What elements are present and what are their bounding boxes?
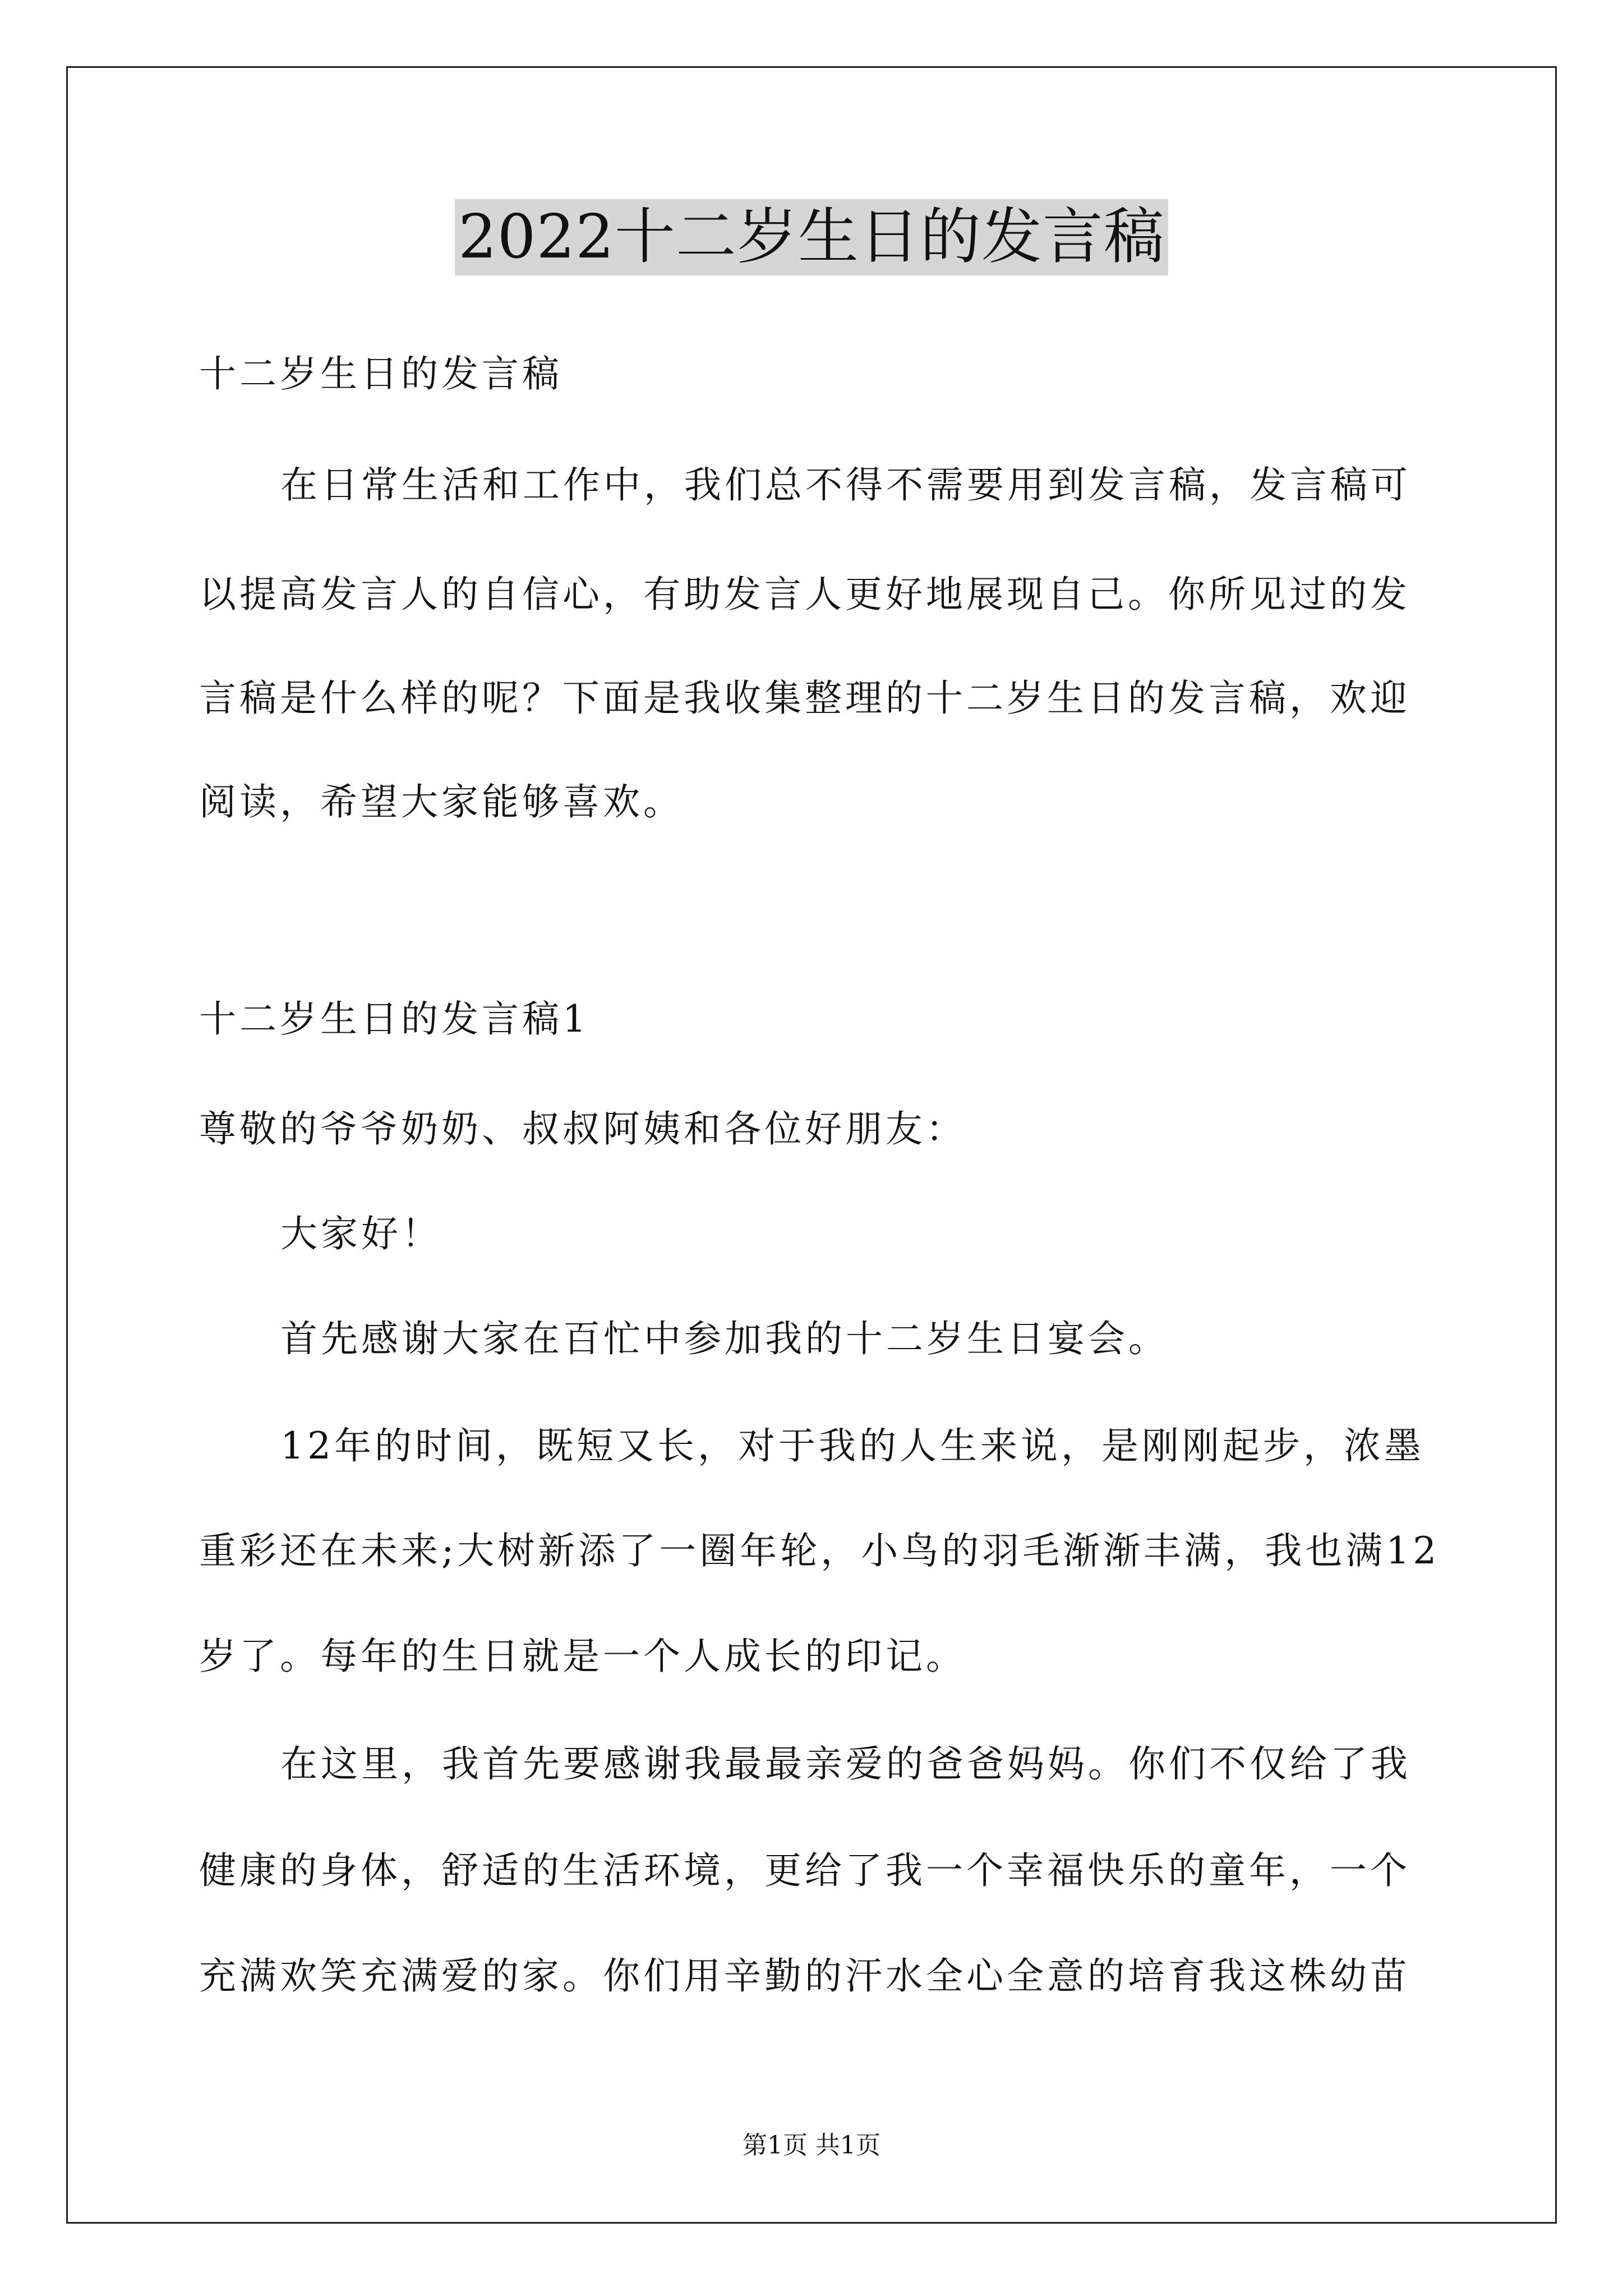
paragraph-line: 在这里，我首先要感谢我最最亲爱的爸爸妈妈。你们不仅给了我 xyxy=(280,1742,1411,1786)
paragraph-line: 充满欢笑充满爱的家。你们用辛勤的汗水全心全意的培育我这株幼苗 xyxy=(199,1954,1410,1998)
subtitle-line: 十二岁生日的发言稿 xyxy=(199,352,562,395)
document-title: 2022十二岁生日的发言稿 xyxy=(455,199,1168,275)
paragraph-line: 岁了。每年的生日就是一个人成长的印记。 xyxy=(199,1635,966,1678)
section-heading: 十二岁生日的发言稿1 xyxy=(199,997,589,1041)
paragraph-line: 阅读，希望大家能够喜欢。 xyxy=(199,780,684,823)
paragraph-line: 以提高发言人的自信心，有助发言人更好地展现自己。你所见过的发 xyxy=(199,573,1410,616)
page-footer: 第1页 共1页 xyxy=(743,2131,880,2160)
paragraph-line: 言稿是什么样的呢？下面是我收集整理的十二岁生日的发言稿，欢迎 xyxy=(199,677,1410,720)
paragraph-line: 首先感谢大家在百忙中参加我的十二岁生日宴会。 xyxy=(280,1317,1169,1360)
paragraph-line: 重彩还在未来;大树新添了一圈年轮，小鸟的羽毛渐渐丰满，我也满12 xyxy=(199,1529,1440,1572)
salutation-line: 尊敬的爷爷奶奶、叔叔阿姨和各位好朋友： xyxy=(199,1107,966,1151)
title-wrapper xyxy=(0,199,1623,275)
greeting-line: 大家好！ xyxy=(280,1212,442,1255)
paragraph-line: 健康的身体，舒适的生活环境，更给了我一个幸福快乐的童年，一个 xyxy=(199,1849,1410,1892)
paragraph-line: 12年的时间，既短又长，对于我的人生来说，是刚刚起步，浓墨 xyxy=(280,1424,1424,1467)
paragraph-line: 在日常生活和工作中，我们总不得不需要用到发言稿，发言稿可 xyxy=(280,463,1411,507)
